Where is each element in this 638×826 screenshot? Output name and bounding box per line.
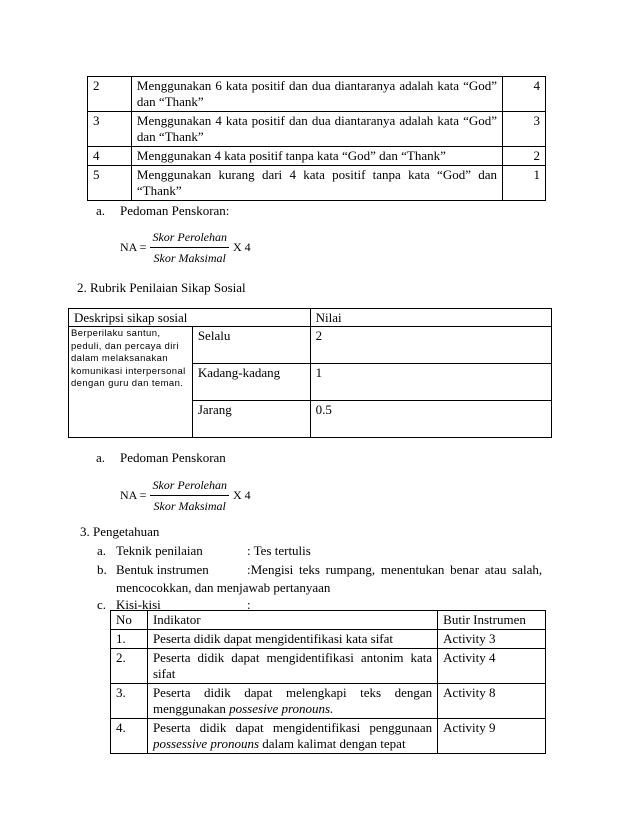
row-number: 4. [111, 719, 148, 754]
item-value: : Tes tertulis [247, 543, 311, 558]
row-number: 2 [88, 77, 132, 112]
row-item: Activity 3 [438, 630, 546, 649]
guide-1-formula [120, 228, 251, 267]
formula-fraction [150, 476, 229, 515]
item-label: Bentuk instrumen [116, 562, 209, 577]
header-item: Butir Instrumen [438, 611, 546, 630]
indicator-text: Peserta didik dapat mengidentifikasi penggunaan [152, 720, 433, 735]
row-item: Activity 8 [438, 684, 546, 719]
formula-denominator: Skor Maksimal [153, 251, 226, 265]
guide-1-label: Pedoman Penskoran: [120, 203, 230, 218]
formula-numerator: Skor Perolehan [150, 476, 229, 496]
formula-denominator: Skor Maksimal [153, 499, 226, 513]
item-value: :Mengisi teks rumpang, menentukan benar atau salah, [247, 562, 543, 577]
table-row [88, 166, 546, 201]
table-row [88, 147, 546, 166]
table-row [69, 327, 552, 364]
score-table [87, 76, 546, 201]
table-row [111, 649, 546, 684]
formula-rhs: X 4 [232, 488, 251, 502]
row-number: 1. [111, 630, 148, 649]
row-number: 2. [111, 649, 148, 684]
header-indicator: Indikator [147, 611, 437, 630]
indicator-emphasis: possesive pronouns. [229, 701, 334, 716]
row-score: 4 [503, 77, 546, 112]
formula-lhs: NA = [120, 240, 147, 254]
guide-2-label: Pedoman Penskoran [120, 450, 226, 465]
header-value: Nilai [310, 309, 551, 327]
indicator-emphasis: possessive pronouns [152, 736, 259, 751]
row-item: Activity 9 [438, 719, 546, 754]
frequency-value: 0.5 [310, 401, 551, 438]
section-2-heading: 2. Rubrik Penilaian Sikap Sosial [77, 280, 246, 295]
row-description: Menggunakan 6 kata positif dan dua diantaranya adalah kata “God” dan “Thank” [131, 77, 502, 112]
social-attitude-table [68, 308, 552, 438]
frequency-value: 1 [310, 364, 551, 401]
frequency-label: Kadang-kadang [192, 364, 310, 401]
formula-lhs: NA = [120, 488, 147, 502]
guide-1-label-line [96, 203, 229, 219]
list-marker: b. [97, 562, 107, 577]
table-header-row [111, 611, 546, 630]
row-number: 3. [111, 684, 148, 719]
kisi-table [110, 610, 546, 754]
item-value: : [247, 597, 251, 612]
guide-2-label-line [96, 450, 226, 466]
formula-fraction [150, 228, 229, 267]
row-indicator [147, 684, 437, 719]
frequency-value: 2 [310, 327, 551, 364]
attitude-description: Berperilaku santun, peduli, dan percaya diri dalam melaksanakan komunikasi interpersonal dengan guru dan teman. [69, 327, 193, 438]
row-description: Menggunakan 4 kata positif tanpa kata “God” dan “Thank” [131, 147, 502, 166]
row-number: 4 [88, 147, 132, 166]
list-marker: a. [96, 450, 106, 465]
row-description: Menggunakan kurang dari 4 kata positif tanpa kata “God” dan “Thank” [131, 166, 502, 201]
item-label: Kisi-kisi [116, 597, 161, 612]
list-marker: a. [97, 543, 107, 558]
row-score: 1 [503, 166, 546, 201]
frequency-label: Selalu [192, 327, 310, 364]
row-description: Menggunakan 4 kata positif dan dua diantaranya adalah kata “God” dan “Thank” [131, 112, 502, 147]
frequency-label: Jarang [192, 401, 310, 438]
list-marker: a. [96, 203, 106, 218]
list-marker: c. [97, 597, 107, 612]
row-item: Activity 4 [438, 649, 546, 684]
table-header-row [69, 309, 552, 327]
formula-numerator: Skor Perolehan [150, 228, 229, 248]
table-row [111, 630, 546, 649]
row-indicator: Peserta didik dapat mengidentifikasi antonim kata sifat [147, 649, 437, 684]
formula-rhs: X 4 [232, 240, 251, 254]
item-label: Teknik penilaian [116, 543, 203, 558]
technique-line [97, 543, 311, 559]
table-row [111, 719, 546, 754]
row-score: 2 [503, 147, 546, 166]
indicator-text-end: dalam kalimat dengan tepat [259, 736, 406, 751]
table-row [88, 77, 546, 112]
section-3-heading: 3. Pengetahuan [80, 524, 160, 539]
row-indicator [147, 719, 437, 754]
row-score: 3 [503, 112, 546, 147]
table-row [111, 684, 546, 719]
header-no: No [111, 611, 148, 630]
instrument-continuation: mencocokkan, dan menjawab pertanyaan [116, 580, 331, 595]
row-number: 3 [88, 112, 132, 147]
instrument-line [97, 562, 563, 578]
row-indicator: Peserta didik dapat mengidentifikasi kata sifat [147, 630, 437, 649]
header-description: Deskripsi sikap sosial [69, 309, 311, 327]
row-number: 5 [88, 166, 132, 201]
indicator-text: Peserta didik dapat melengkapi teks dengan menggunakan [152, 685, 433, 716]
table-row [88, 112, 546, 147]
guide-2-formula [120, 476, 251, 515]
